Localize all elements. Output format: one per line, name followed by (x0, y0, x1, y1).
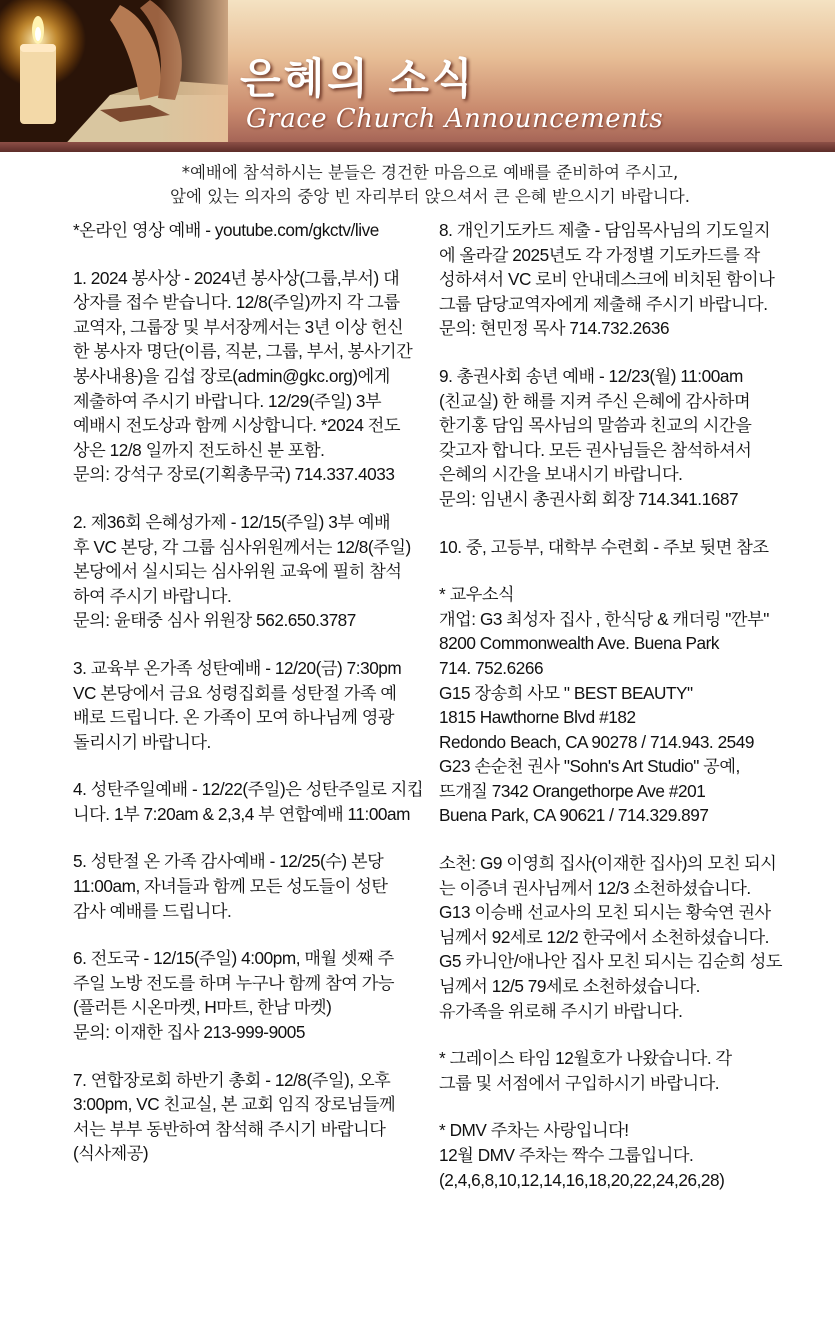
worship-notice-line: 앞에 있는 의자의 중앙 빈 자리부터 앉으셔서 큰 은혜 받으시기 바랍니다. (170, 187, 690, 206)
announcement-line: 문의: 윤태중 심사 위원장 562.650.3787 (73, 610, 356, 631)
announcement-line: G15 장송희 사모 " BEST BEAUTY" (439, 682, 693, 703)
announcement-line: 에 올라갈 2025년도 각 가정별 기도카드를 작 (439, 244, 760, 265)
announcement-item (439, 218, 797, 341)
header-banner (0, 0, 835, 152)
announcement-line: 뜨개질 7342 Orangethorpe Ave #201 (439, 780, 706, 801)
announcement-line: 9. 총권사회 송년 예배 - 12/23(월) 11:00am (439, 365, 743, 386)
announcement-line: 예배시 전도상과 함께 시상합니다. *2024 전도 (73, 415, 401, 436)
announcement-line: 문의: 현민정 목사 714.732.2636 (439, 318, 670, 339)
announcement-item (439, 851, 797, 1023)
left-announcement-column (73, 218, 433, 1189)
announcement-line: 한기홍 담임 목사님의 말씀과 친교의 시간을 (439, 415, 752, 436)
announcement-line: 상은 12/8 일까지 전도하신 분 포함. (73, 439, 325, 460)
worship-notice-line: *예배에 참석하시는 분들은 경건한 마음으로 예배를 준비하여 주시고, (181, 163, 679, 182)
announcement-line: 소천: G9 이영희 집사(이재한 집사)의 모친 되시 (439, 853, 777, 874)
announcement-item (439, 582, 797, 828)
announcement-line: 8200 Commonwealth Ave. Buena Park (439, 633, 720, 654)
announcement-line: 10. 중, 고등부, 대학부 수련회 - 주보 뒷면 참조 (439, 536, 769, 557)
header-bottom-band (0, 142, 835, 152)
announcement-line: G5 카니안/애나안 집사 모친 되시는 김순희 성도 (439, 951, 783, 972)
announcement-line: 은혜의 시간을 보내시기 바랍니다. (439, 464, 683, 485)
header-title-english: Grace Church Announcements (246, 104, 664, 134)
announcement-line: 1. 2024 봉사상 - 2024년 봉사상(그룹,부서) 대 (73, 267, 400, 288)
announcement-line: 배로 드립니다. 온 가족이 모여 하나님께 영광 (73, 707, 395, 728)
announcement-line: 그룹 및 서점에서 구입하시기 바랍니다. (439, 1072, 720, 1093)
announcement-line: 서는 부부 동반하여 참석해 주시기 바랍니다 (73, 1118, 386, 1139)
announcement-line: 7. 연합장로회 하반기 총회 - 12/8(주일), 오후 (73, 1069, 391, 1090)
announcement-line: 개업: G3 최성자 집사 , 한식당 & 캐더링 "깐부" (439, 608, 769, 629)
announcement-item (73, 656, 433, 754)
announcement-item (439, 535, 797, 560)
announcement-line: 그룹 담당교역자에게 제출해 주시기 바랍니다. (439, 293, 768, 314)
announcement-line: 상자를 접수 받습니다. 12/8(주일)까지 각 그룹 (73, 292, 400, 313)
announcement-line: 님께서 12/5 79세로 소천하셨습니다. (439, 976, 701, 997)
announcement-line: 4. 성탄주일예배 - 12/22(주일)은 성탄주일로 지킵 (73, 779, 424, 800)
announcement-line: 교역자, 그룹장 및 부서장께서는 3년 이상 헌신 (73, 316, 404, 337)
announcement-line: 12월 DMV 주차는 짝수 그룹입니다. (439, 1145, 694, 1165)
announcement-line: (플러튼 시온마켓, H마트, 한남 마켓) (73, 997, 332, 1018)
announcement-line: 문의: 강석구 장로(기획총무국) 714.337.4033 (73, 464, 395, 485)
announcement-line: G13 이승배 선교사의 모친 되시는 황숙연 권사 (439, 902, 771, 923)
header-title-korean: 은혜의 소식 (240, 54, 476, 103)
announcement-line: 본당에서 실시되는 심사위원 교육에 필히 참석 (73, 561, 402, 582)
announcement-item (73, 946, 433, 1044)
announcement-item (439, 1046, 797, 1095)
announcement-line: 한 봉사자 명단(이름, 직분, 그룹, 부서, 봉사기간 (73, 341, 413, 362)
announcement-item (73, 266, 433, 487)
announcement-item (73, 510, 433, 633)
candle-prayer-photo (0, 0, 228, 150)
announcement-line: Redondo Beach, CA 90278 / 714.943. 2549 (439, 731, 755, 752)
announcement-line: * 그레이스 타임 12월호가 나왔습니다. 각 (439, 1048, 732, 1069)
announcement-line: 성하셔서 VC 로비 안내데스크에 비치된 함이나 (439, 269, 775, 290)
announcement-line: 8. 개인기도카드 제출 - 담임목사님의 기도일지 (439, 220, 771, 240)
announcement-line: (식사제공) (73, 1143, 149, 1164)
announcement-line: 11:00am, 자녀들과 함께 모든 성도들이 성탄 (73, 876, 388, 897)
announcement-line: 감사 예배를 드립니다. (73, 900, 232, 921)
announcement-line: (친교실) 한 해를 지켜 주신 은혜에 감사하며 (439, 390, 751, 411)
announcement-line: 갖고자 합니다. 모든 권사님들은 참석하셔서 (439, 439, 752, 460)
announcement-line: 봉사내용)을 김섭 장로(admin@gkc.org)에게 (73, 365, 390, 386)
announcement-line: 3. 교육부 온가족 성탄예배 - 12/20(금) 7:30pm (73, 657, 402, 678)
announcement-line: VC 본당에서 금요 성령집회를 성탄절 가족 예 (73, 682, 397, 703)
announcement-line: 714. 752.6266 (439, 657, 544, 678)
announcement-line: 5. 성탄절 온 가족 감사예배 - 12/25(수) 본당 (73, 851, 384, 872)
announcement-item (73, 1068, 433, 1166)
announcement-line: 1815 Hawthorne Blvd #182 (439, 707, 636, 728)
announcement-line: 후 VC 본당, 각 그룹 심사위원께서는 12/8(주일) (73, 536, 411, 557)
announcement-line: G23 손순천 권사 "Sohn's Art Studio" 공예, (439, 756, 740, 777)
announcement-line: (2,4,6,8,10,12,14,16,18,20,22,24,26,28) (439, 1169, 725, 1190)
announcement-item (439, 364, 797, 512)
announcement-line: 주일 노방 전도를 하며 누구나 함께 참여 가능 (73, 972, 395, 993)
announcement-item (73, 777, 433, 826)
announcement-line: 문의: 임낸시 총권사회 회장 714.341.1687 (439, 488, 739, 509)
announcement-line: 는 이증녀 권사님께서 12/3 소천하셨습니다. (439, 877, 751, 898)
announcement-line: Buena Park, CA 90621 / 714.329.897 (439, 805, 709, 826)
announcement-line: 2. 제36회 은혜성가제 - 12/15(주일) 3부 예배 (73, 511, 391, 532)
announcement-line: *온라인 영상 예배 - youtube.com/gkctv/live (73, 220, 379, 240)
announcement-line: * DMV 주차는 사랑입니다! (439, 1120, 629, 1141)
right-announcement-column (439, 218, 797, 1215)
announcement-line: 돌리시기 바랍니다. (73, 731, 211, 752)
announcement-line: 제출하여 주시기 바랍니다. 12/29(주일) 3부 (73, 390, 382, 411)
announcement-item (439, 1118, 797, 1192)
announcement-line: 유가족을 위로해 주시기 바랍니다. (439, 1000, 683, 1021)
announcement-item (73, 849, 433, 923)
announcement-line: * 교우소식 (439, 584, 515, 605)
announcement-line: 문의: 이재한 집사 213-999-9005 (73, 1022, 306, 1043)
announcement-line: 하여 주시기 바랍니다. (73, 585, 232, 606)
worship-notice (60, 161, 800, 209)
announcement-line: 3:00pm, VC 친교실, 본 교회 임직 장로님들께 (73, 1094, 396, 1115)
announcement-line: 니다. 1부 7:20am & 2,3,4 부 연합예배 11:00am (73, 803, 411, 824)
announcement-line: 님께서 92세로 12/2 한국에서 소천하셨습니다. (439, 926, 769, 947)
announcement-line: 6. 전도국 - 12/15(주일) 4:00pm, 매월 셋째 주 (73, 948, 394, 969)
announcement-item (73, 218, 433, 243)
